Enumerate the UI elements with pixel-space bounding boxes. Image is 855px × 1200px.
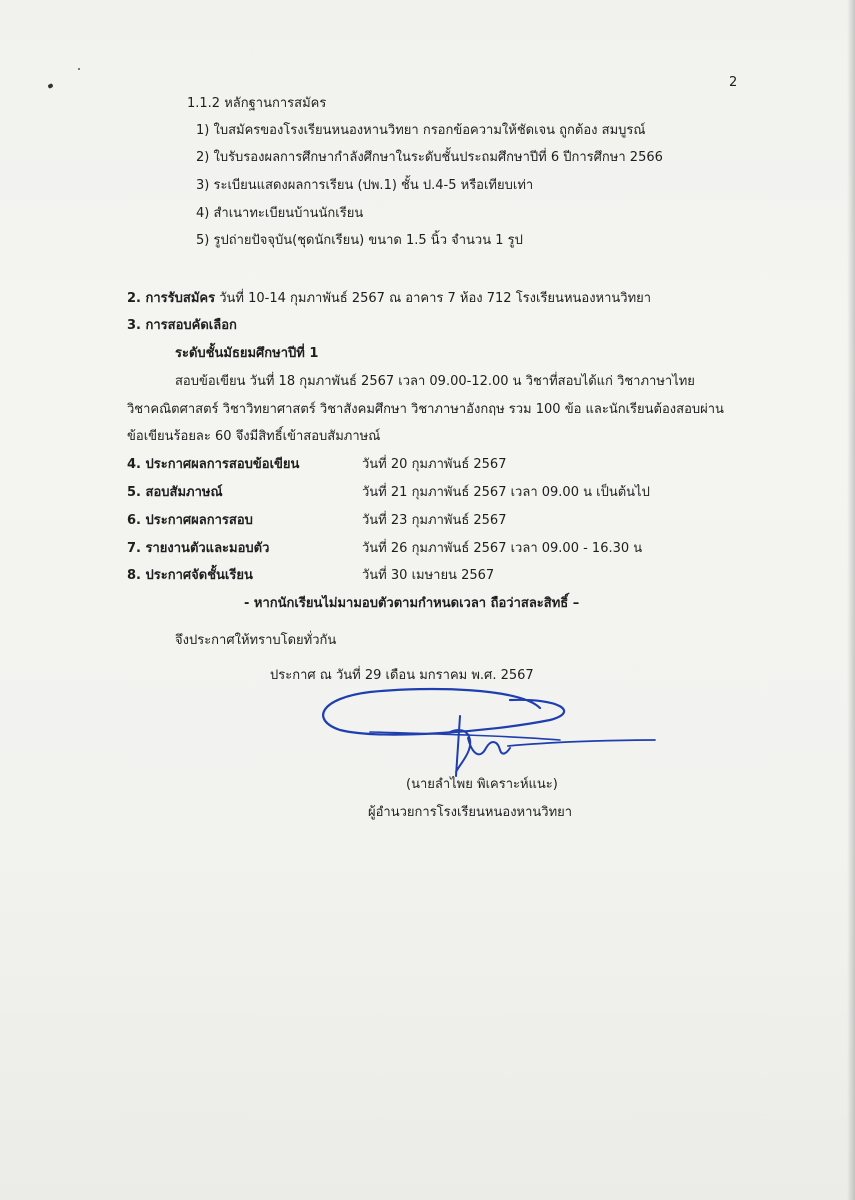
signer-name: (นายลำไพย พิเคราะห์แนะ) <box>406 777 558 792</box>
exam-paragraph-line: สอบข้อเขียน วันที่ 18 กุมภาพันธ์ 2567 เวลา 09.00-12.00 น วิชาที่สอบได้แก่ วิชาภาษาไทย <box>175 374 695 389</box>
section-1-1-2-heading: 1.1.2 หลักฐานการสมัคร <box>187 96 327 111</box>
schedule-date: วันที่ 21 กุมภาพันธ์ 2567 เวลา 09.00 น เป็นต้นไป <box>362 485 650 500</box>
section-3-subheading: ระดับชั้นมัธยมศึกษาปีที่ 1 <box>175 346 319 361</box>
signer-position: ผู้อำนวยการโรงเรียนหนองหานวิทยา <box>368 805 573 820</box>
section-2-line <box>127 290 651 308</box>
section-2-label: 2. การรับสมัคร <box>127 291 216 306</box>
schedule-date: วันที่ 26 กุมภาพันธ์ 2567 เวลา 09.00 - 16.30 น <box>362 541 643 556</box>
exam-paragraph-line: ข้อเขียนร้อยละ 60 จึงมีสิทธิ์เข้าสอบสัมภาษณ์ <box>127 429 381 444</box>
forfeit-notice: - หากนักเรียนไม่มามอบตัวตามกำหนดเวลา ถือว่าสละสิทธิ์ – <box>244 596 580 611</box>
exam-paragraph-line: วิชาคณิตศาสตร์ วิชาวิทยาศาสตร์ วิชาสังคมศึกษา วิชาภาษาอังกฤษ รวม 100 ข้อ และนักเรียนต้องสอบผ่าน <box>127 402 724 417</box>
schedule-date: วันที่ 30 เมษายน 2567 <box>362 568 495 583</box>
schedule-label: 6. ประกาศผลการสอบ <box>127 513 253 528</box>
paper-speck-small <box>78 68 80 70</box>
schedule-label: 4. ประกาศผลการสอบข้อเขียน <box>127 457 300 472</box>
requirement-item: 5) รูปถ่ายปัจจุบัน(ชุดนักเรียน) ขนาด 1.5 นิ้ว จำนวน 1 รูป <box>196 233 523 248</box>
requirement-item: 1) ใบสมัครของโรงเรียนหนองหานวิทยา กรอกข้อความให้ชัดเจน ถูกต้อง สมบูรณ์ <box>196 123 646 138</box>
section-3-heading: 3. การสอบคัดเลือก <box>127 318 237 333</box>
director-signature <box>310 680 670 780</box>
schedule-label: 5. สอบสัมภาษณ์ <box>127 485 223 500</box>
requirement-item: 3) ระเบียนแสดงผลการเรียน (ปพ.1) ชั้น ป.4-5 หรือเทียบเท่า <box>196 178 534 193</box>
announcement-date: ประกาศ ณ วันที่ 29 เดือน มกราคม พ.ศ. 2567 <box>270 668 534 683</box>
section-2-text: วันที่ 10-14 กุมภาพันธ์ 2567 ณ อาคาร 7 ห้อง 712 โรงเรียนหนองหานวิทยา <box>219 291 652 306</box>
schedule-label: 7. รายงานตัวและมอบตัว <box>127 541 270 556</box>
page-number: 2 <box>729 75 738 90</box>
paper-speck <box>47 83 53 89</box>
requirement-item: 2) ใบรับรองผลการศึกษากำลังศึกษาในระดับชั้นประถมศึกษาปีที่ 6 ปีการศึกษา 2566 <box>196 150 663 165</box>
closing-statement: จึงประกาศให้ทราบโดยทั่วกัน <box>175 633 337 648</box>
schedule-label: 8. ประกาศจัดชั้นเรียน <box>127 568 253 583</box>
schedule-date: วันที่ 23 กุมภาพันธ์ 2567 <box>362 513 507 528</box>
schedule-date: วันที่ 20 กุมภาพันธ์ 2567 <box>362 457 507 472</box>
requirement-item: 4) สำเนาทะเบียนบ้านนักเรียน <box>196 206 364 221</box>
